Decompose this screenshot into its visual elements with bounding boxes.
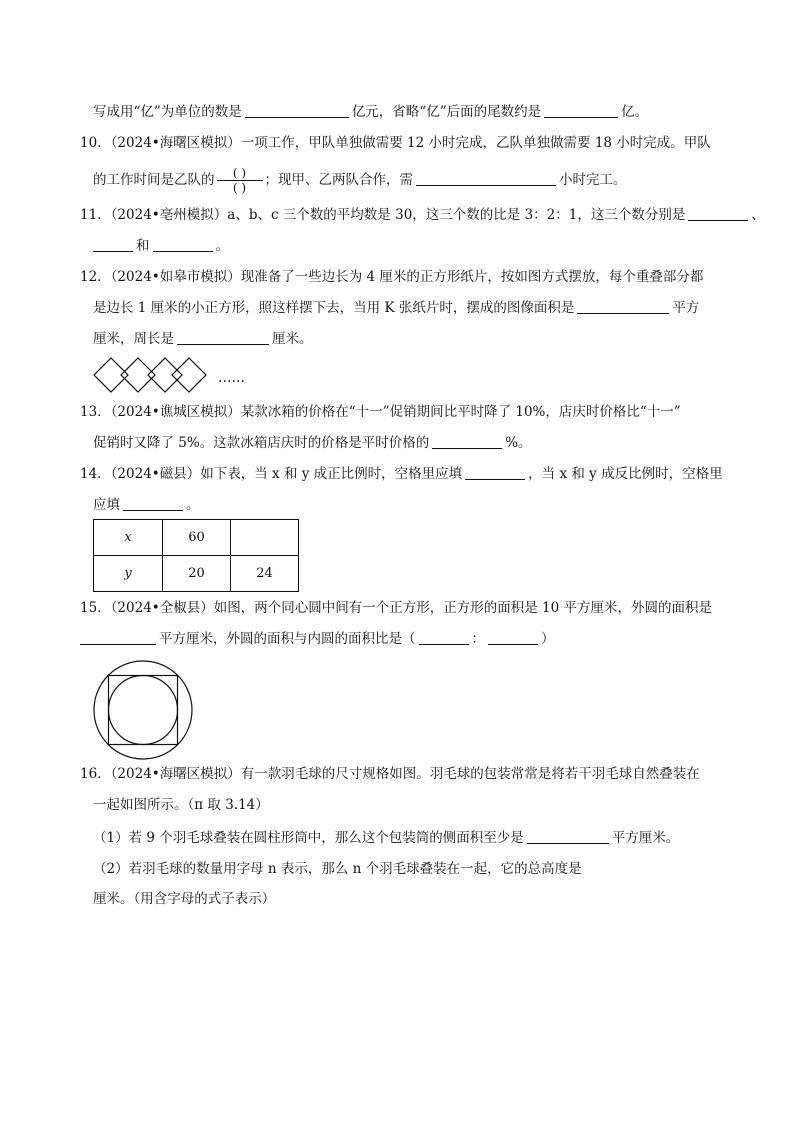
question-13: 13．（2024•谯城区模拟）某款冰箱的价格在“十一”促销期间比平时降了 10%，店庆时价格比“十一” [80, 404, 681, 420]
answer-blank[interactable] [527, 829, 609, 844]
question-11-line2: 和 。 [93, 236, 229, 256]
answer-blank[interactable] [177, 330, 269, 345]
question-15-line2: 平方厘米，外圆的面积与内圆的面积比是（ ： ） [80, 629, 555, 649]
diamond-squares-figure [92, 356, 207, 394]
question-14-line2: 应填 。 [93, 497, 200, 513]
question-13-line2: 促销时又降了 5%。这款冰箱店庆时的价格是平时价格的 %。 [93, 435, 532, 451]
question-16-part2-line2: 厘米。（用含字母的式子表示） [93, 891, 276, 907]
answer-blank[interactable] [577, 299, 669, 314]
answer-blank[interactable] [153, 237, 213, 252]
question-15: 15．（2024•全椒县）如图，两个同心圆中间有一个正方形，正方形的面积是 10 平方厘米，外圆的面积是 [80, 600, 713, 616]
answer-blank[interactable] [544, 103, 618, 118]
question-16: 16．（2024•海曙区模拟）有一款羽毛球的尺寸规格如图。羽毛球的包装常常是将若干羽毛球自然叠装在 [80, 766, 700, 782]
answer-blank[interactable] [419, 630, 469, 645]
question-14: 14．（2024•磁县）如下表，当 x 和 y 成正比例时，空格里应填 ，当 x 和 y 成反比例时，空格里 [80, 466, 723, 482]
ellipsis: …… [218, 370, 245, 386]
question-16-part1: （1）若 9 个羽毛球叠装在圆柱形筒中，那么这个包装筒的侧面积至少是 平方厘米。 [93, 830, 680, 846]
question-16-line2: 一起如图所示。（π 取 3.14） [93, 797, 269, 813]
xy-table [93, 519, 299, 592]
question-10: 10．（2024•海曙区模拟）一项工作，甲队单独做需要 12 小时完成，乙队单独做需要 18 小时完成。甲队 [80, 135, 711, 151]
table-row: x 60 [94, 520, 299, 556]
table-row: y 20 24 [94, 556, 299, 592]
line-continuation: 写成用“亿”为单位的数是 亿元，省略“亿”后面的尾数约是 亿。 [93, 104, 649, 120]
answer-blank[interactable] [93, 237, 133, 252]
question-16-part2: （2）若羽毛球的数量用字母 n 表示，那么 n 个羽毛球叠装在一起，它的总高度是 [93, 861, 582, 877]
answer-blank[interactable] [245, 103, 349, 118]
question-10-line2: 的工作时间是乙队的 $\frac{( )}{( )}$ ；现甲、乙两队合作，需 小时完工。 [93, 166, 627, 195]
question-12: 12．（2024•如皋市模拟）现准备了一些边长为 4 厘米的正方形纸片，按如图方式摆放，每个重叠部分都 [80, 269, 704, 285]
fraction-blank[interactable]: $\frac{( )}{( )}$ [217, 166, 263, 195]
answer-blank[interactable] [465, 465, 525, 480]
answer-blank[interactable] [488, 630, 538, 645]
question-12-line3: 厘米，周长是 厘米。 [93, 331, 313, 347]
question-12-line2: 是边长 1 厘米的小正方形，照这样摆下去，当用 K 张纸片时，摆成的图像面积是 平方 [93, 300, 700, 316]
answer-blank[interactable] [416, 171, 556, 186]
answer-blank[interactable] [123, 496, 183, 511]
answer-blank[interactable] [80, 630, 156, 645]
answer-blank[interactable] [688, 206, 748, 221]
concentric-circles-figure [92, 659, 194, 761]
answer-blank[interactable] [432, 434, 502, 449]
question-11: 11．（2024•亳州模拟）a、b、c 三个数的平均数是 30，这三个数的比是 3：2：1，这三个数分别是 、 [80, 207, 765, 223]
